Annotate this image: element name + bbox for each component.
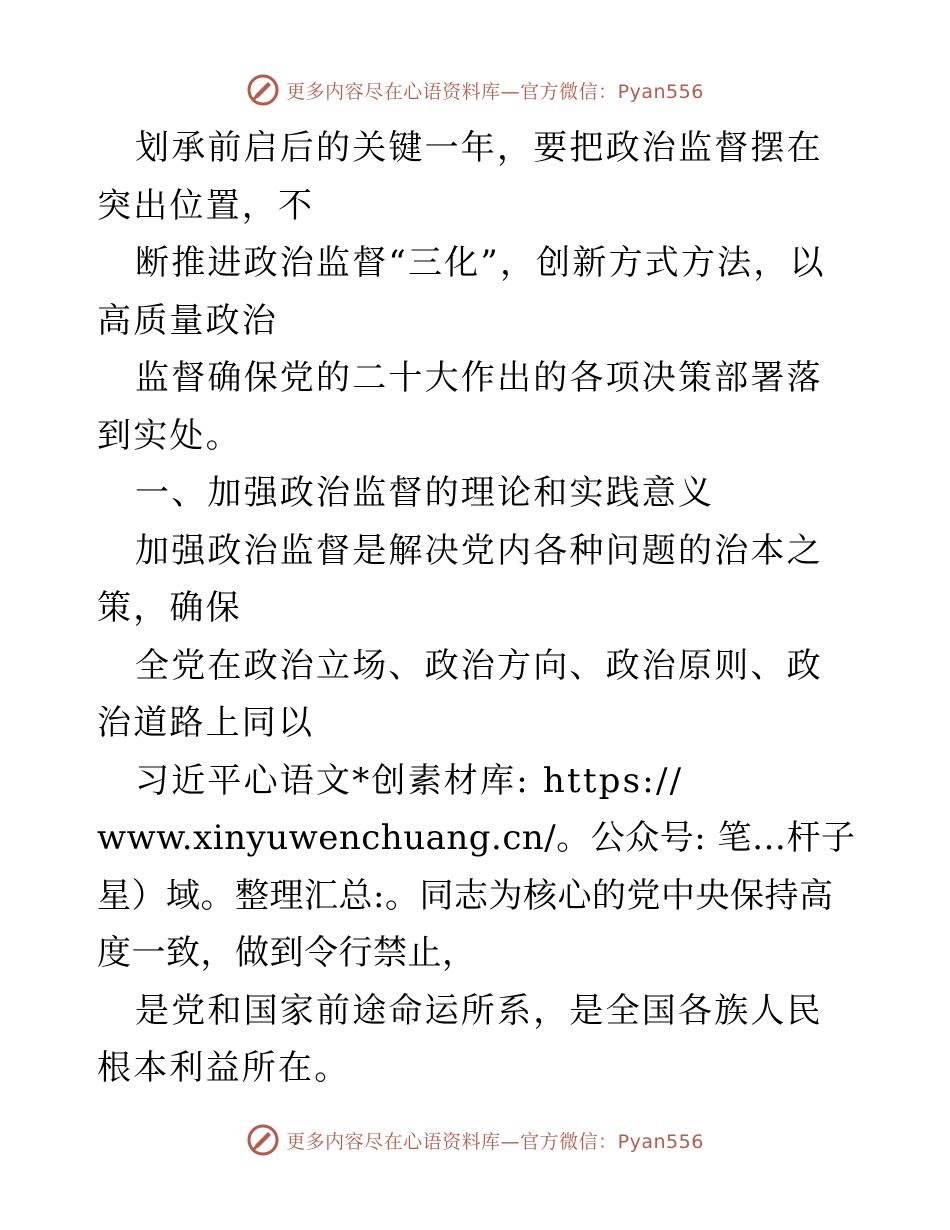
paragraph: 习近平心语文*创素材库: https:// [135,760,684,801]
paragraph: www.xinyuwenchuang.cn/。公众号: 笔…杆子星）域。整理汇总:。同志为核心的党中央保持高度一致，做到令行禁止， [97,818,856,973]
paragraph: 断推进政治监督“三化”，创新方式方法，以高质量政治 [97,243,826,341]
paragraph: 加强政治监督是解决党内各种问题的治本之策，确保 [97,530,823,628]
paragraph: 监督确保党的二十大作出的各项决策部署落到实处。 [97,358,823,456]
watermark-header [0,70,950,110]
paragraph: 全党在政治立场、政治方向、政治原则、政治道路上同以 [97,645,823,743]
watermark-footer [0,1120,950,1160]
brush-seal-logo-icon [246,1123,280,1157]
paragraph: 是党和国家前途命运所系，是全国各族人民根本利益所在。 [97,990,823,1088]
watermark-text: 更多内容尽在心语资料库—官方微信：Pyan556 [286,80,704,103]
section-heading: 一、加强政治监督的理论和实践意义 [135,473,715,513]
document-body [97,120,857,1098]
watermark-text: 更多内容尽在心语资料库—官方微信：Pyan556 [286,1130,704,1153]
brush-seal-logo-icon [246,73,280,107]
paragraph: 划承前启后的关键一年，要把政治监督摆在突出位置，不 [97,128,823,226]
